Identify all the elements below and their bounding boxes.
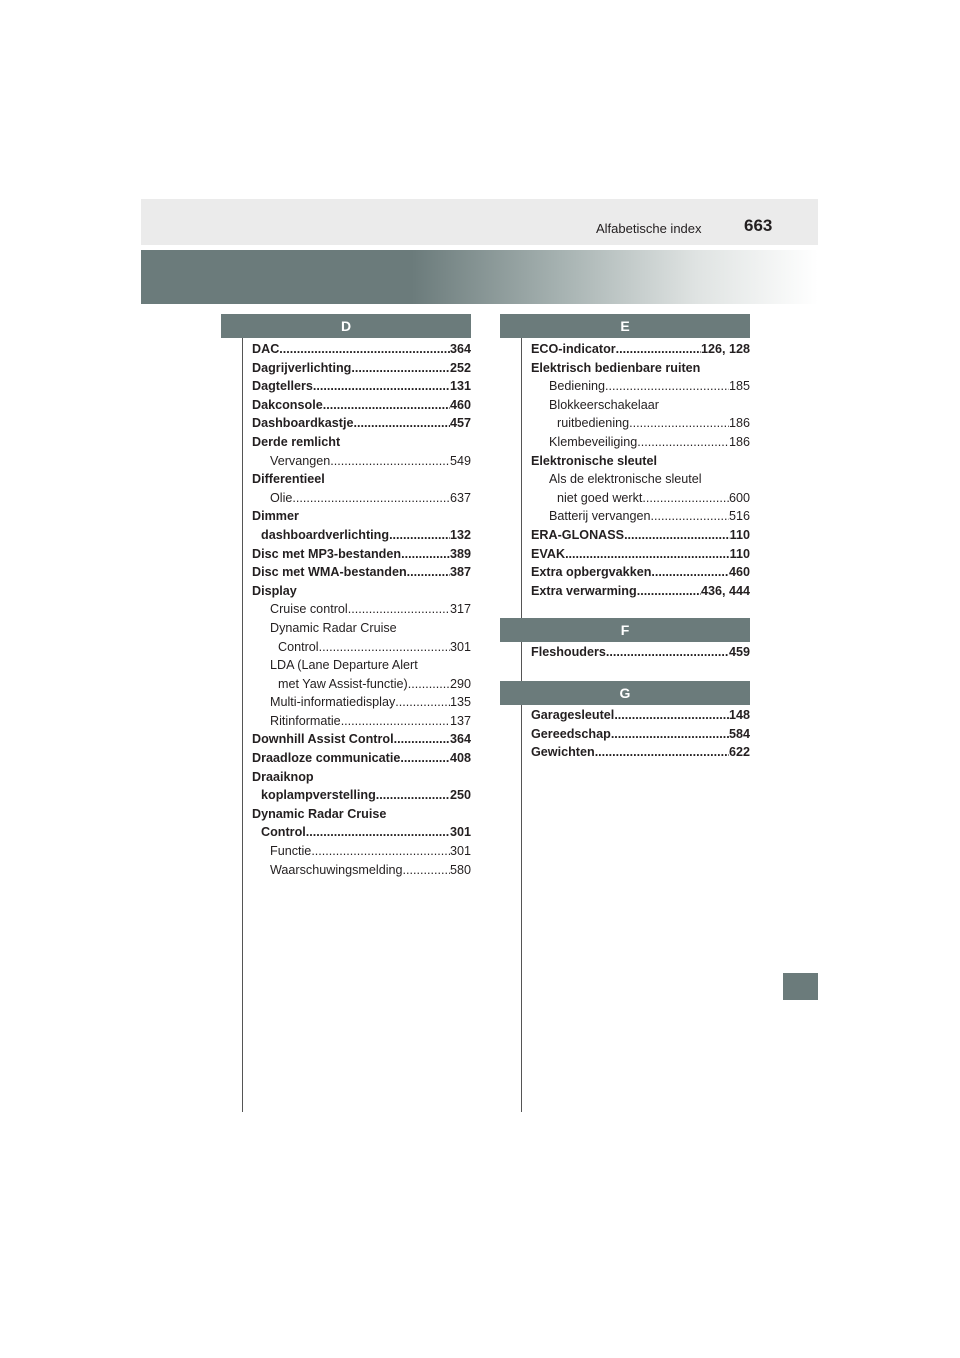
leader-dots (605, 377, 729, 396)
entry-page-number: 364 (449, 732, 471, 747)
entry-term: Blokkeerschakelaar (549, 397, 659, 412)
leader-dots (395, 693, 450, 712)
entry-page-number: 457 (449, 416, 471, 431)
index-entry (252, 414, 471, 433)
index-entry (252, 470, 471, 489)
leader-dots (400, 749, 450, 768)
entry-term: met Yaw Assist-functie) (278, 676, 408, 691)
entry-page-number: 387 (449, 565, 471, 580)
leader-dots (408, 675, 450, 694)
entry-term: Dimmer (252, 509, 299, 524)
entry-term: Dagtellers (252, 379, 313, 394)
entry-page-number: 460 (728, 565, 750, 580)
section-header-e: E (500, 314, 750, 338)
entry-page-number: 459 (728, 645, 750, 659)
entry-page-number: 131 (449, 379, 471, 394)
entry-page-number: 516 (728, 509, 750, 524)
section-header-d: D (221, 314, 471, 338)
entry-term: ERA-GLONASS (531, 527, 625, 542)
index-entry (531, 396, 750, 415)
entry-page-number: 250 (449, 788, 471, 803)
leader-dots (637, 582, 701, 601)
entry-page-number: 584 (728, 726, 750, 741)
index-entry (531, 414, 750, 433)
leader-dots (341, 712, 450, 731)
entry-page-number: 110 (729, 527, 750, 542)
entry-page-number: 186 (728, 434, 750, 449)
entry-term: Disc met WMA-bestanden (252, 565, 407, 580)
entry-page-number: 301 (449, 844, 471, 859)
entry-term: Dynamic Radar Cruise (252, 806, 387, 821)
index-entry (252, 507, 471, 526)
page-number: 663 (744, 216, 773, 235)
entry-term: ECO-indicator (531, 342, 616, 356)
leader-dots (306, 823, 450, 842)
index-entry (531, 489, 750, 508)
index-entry (252, 730, 471, 749)
index-entry (252, 823, 471, 842)
section-header-g: G (500, 681, 750, 705)
entry-term: dashboardverlichting (261, 527, 390, 542)
index-entry (531, 507, 750, 526)
index-entry (252, 396, 471, 415)
entry-term: ruitbediening (557, 416, 630, 431)
entry-page-number: 137 (449, 713, 471, 728)
leader-dots (330, 452, 450, 471)
index-entry (531, 452, 750, 471)
page-header-bar (141, 199, 818, 245)
index-entry (252, 377, 471, 396)
thumb-index-tab (783, 973, 818, 1000)
entry-term: Elektrisch bedienbare ruiten (531, 360, 701, 375)
leader-dots (407, 563, 450, 582)
leader-dots (651, 563, 729, 582)
leader-dots (354, 414, 450, 433)
entry-term: Display (252, 583, 297, 598)
entry-page-number: 389 (449, 546, 471, 561)
entry-term: Bediening (549, 379, 606, 394)
index-entry (531, 377, 750, 396)
entry-page-number: 622 (728, 745, 750, 760)
entry-page-number: 290 (449, 676, 471, 691)
leader-dots (401, 545, 450, 564)
index-entry (531, 340, 750, 359)
index-entry (252, 786, 471, 805)
index-entry (531, 470, 750, 489)
index-entry (252, 340, 471, 359)
index-entry (531, 582, 750, 601)
entry-term: Olie (270, 490, 293, 505)
entry-term: niet goed werkt (557, 490, 643, 505)
entry-term: Vervangen (270, 453, 331, 468)
index-entry (252, 600, 471, 619)
index-entry (252, 619, 471, 638)
index-entry (252, 452, 471, 471)
index-entry (531, 545, 750, 564)
leader-dots (595, 743, 729, 762)
entry-page-number: 301 (449, 825, 471, 840)
index-entry (252, 842, 471, 861)
entry-term: Control (278, 639, 319, 654)
index-entry (531, 526, 750, 545)
entry-term: Klembeveiliging (549, 434, 638, 449)
leader-dots (624, 526, 730, 545)
index-list-e (531, 340, 750, 600)
leader-dots (323, 396, 450, 415)
index-entry (252, 712, 471, 731)
entry-term: Als de elektronische sleutel (549, 472, 702, 487)
index-entry (252, 526, 471, 545)
index-entry (252, 359, 471, 378)
entry-page-number: 186 (728, 416, 750, 431)
entry-term: Extra opbergvakken (531, 565, 652, 580)
index-entry (252, 693, 471, 712)
entry-term: Waarschuwingsmelding (270, 862, 403, 877)
index-list-f (531, 643, 750, 662)
leader-dots (311, 842, 450, 861)
entry-term: Control (261, 825, 306, 840)
entry-term: Fleshouders (531, 645, 606, 659)
leader-dots (351, 359, 450, 378)
decorative-band (141, 250, 818, 304)
entry-term: Dashboardkastje (252, 416, 354, 431)
entry-term: Gewichten (531, 745, 595, 760)
index-entry (531, 563, 750, 582)
entry-page-number: 637 (449, 490, 471, 505)
leader-dots (279, 340, 450, 359)
leader-dots (629, 414, 729, 433)
index-entry (252, 749, 471, 768)
leader-dots (292, 489, 450, 508)
entry-page-number: 252 (449, 360, 471, 375)
entry-term: Gereedschap (531, 726, 611, 741)
entry-page-number: 580 (449, 862, 471, 877)
entry-page-number: 132 (449, 527, 471, 542)
index-entry (252, 638, 471, 657)
entry-page-number: 549 (449, 453, 471, 468)
leader-dots (611, 725, 729, 744)
entry-term: Differentieel (252, 472, 325, 487)
index-entry (252, 433, 471, 452)
entry-term: DAC (252, 342, 280, 356)
index-list-g (531, 706, 750, 762)
entry-page-number: 364 (449, 342, 471, 356)
leader-dots (376, 786, 450, 805)
index-entry (531, 706, 750, 725)
index-entry (531, 433, 750, 452)
entry-page-number: 317 (449, 602, 471, 617)
index-entry (252, 563, 471, 582)
entry-page-number: 436, 444 (700, 583, 750, 598)
index-entry (531, 359, 750, 378)
index-entry (531, 743, 750, 762)
section-header-f: F (500, 618, 750, 642)
entry-term: Dynamic Radar Cruise (270, 620, 397, 635)
leader-dots (565, 545, 730, 564)
leader-dots (394, 730, 450, 749)
entry-term: EVAK (531, 546, 566, 561)
entry-page-number: 135 (449, 695, 471, 710)
entry-term: Disc met MP3-bestanden (252, 546, 402, 561)
entry-term: Multi-informatiedisplay (270, 695, 396, 710)
entry-term: Garagesleutel (531, 708, 615, 722)
entry-term: Draaiknop (252, 769, 314, 784)
entry-term: Dakconsole (252, 397, 323, 412)
right-column-rule (521, 336, 522, 1112)
leader-dots (614, 706, 729, 725)
leader-dots (313, 377, 450, 396)
index-entry (252, 545, 471, 564)
index-entry (252, 675, 471, 694)
entry-term: Cruise control (270, 602, 348, 617)
entry-term: Draadloze communicatie (252, 751, 401, 766)
entry-page-number: 185 (728, 379, 750, 394)
entry-term: Functie (270, 844, 312, 859)
entry-page-number: 600 (728, 490, 750, 505)
index-entry (252, 768, 471, 787)
entry-page-number: 126, 128 (700, 342, 750, 356)
entry-page-number: 408 (449, 751, 471, 766)
entry-term: Batterij vervangen (549, 509, 651, 524)
leader-dots (616, 340, 701, 359)
index-entry (252, 489, 471, 508)
entry-term: Extra verwarming (531, 583, 637, 598)
leader-dots (606, 643, 729, 662)
leader-dots (403, 861, 450, 880)
entry-term: LDA (Lane Departure Alert (270, 658, 418, 673)
entry-term: koplampverstelling (261, 788, 376, 803)
index-entry (252, 582, 471, 601)
entry-term: Ritinformatie (270, 713, 341, 728)
entry-term: Dagrijverlichting (252, 360, 352, 375)
section-title: Alfabetische index (596, 221, 702, 236)
entry-page-number: 460 (449, 397, 471, 412)
index-entry (531, 643, 750, 662)
index-entry (252, 861, 471, 880)
leader-dots (348, 600, 450, 619)
index-entry (252, 805, 471, 824)
entry-term: Downhill Assist Control (252, 732, 394, 747)
leader-dots (319, 638, 450, 657)
entry-page-number: 301 (449, 639, 471, 654)
entry-page-number: 110 (729, 546, 750, 561)
leader-dots (637, 433, 729, 452)
leader-dots (651, 507, 729, 526)
index-entry (252, 656, 471, 675)
entry-page-number: 148 (728, 708, 750, 722)
left-column-rule (242, 336, 243, 1112)
entry-term: Derde remlicht (252, 434, 341, 449)
index-entry (531, 725, 750, 744)
leader-dots (389, 526, 450, 545)
index-list-d (252, 340, 471, 879)
entry-term: Elektronische sleutel (531, 453, 657, 468)
leader-dots (642, 489, 729, 508)
